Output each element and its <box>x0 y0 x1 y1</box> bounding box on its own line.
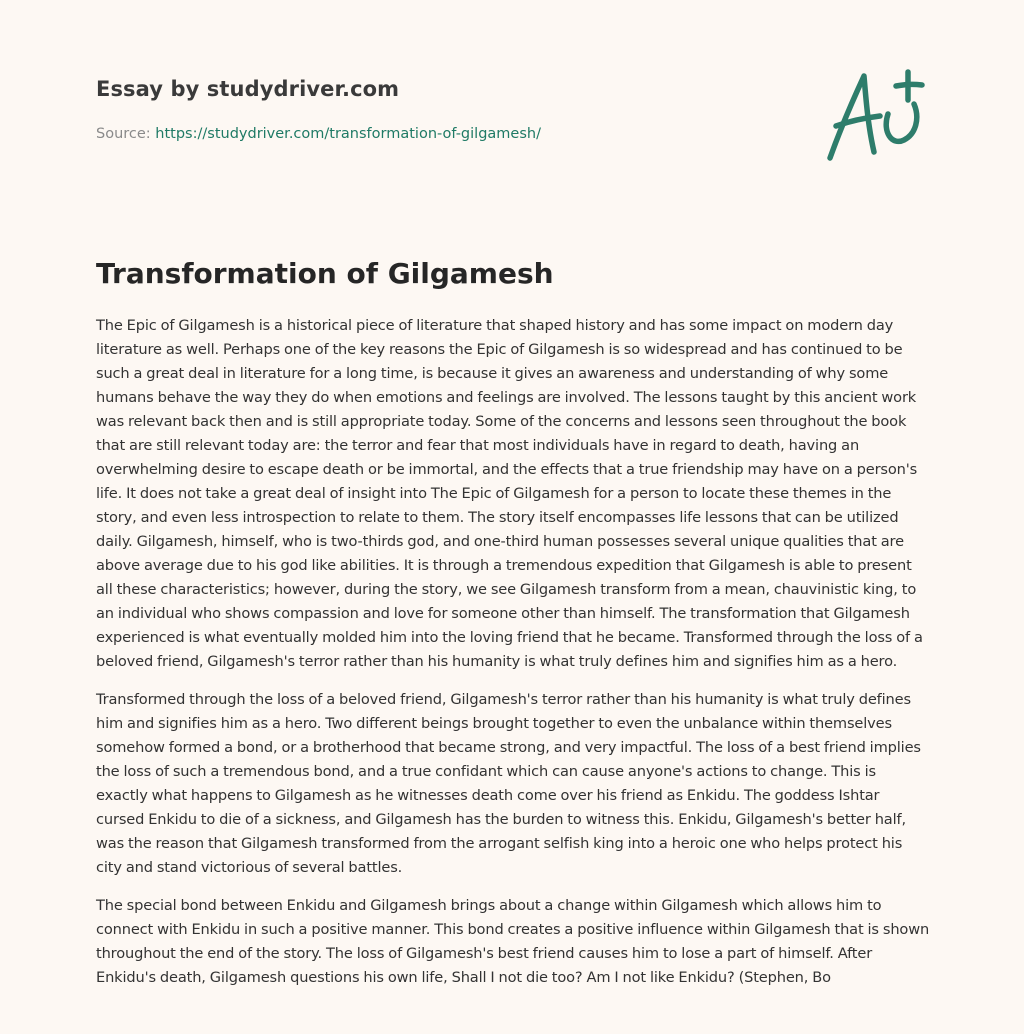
essay-paragraph: Transformed through the loss of a beloved friend, Gilgamesh's terror rather than his humanity is what truly defines him and signifies him as a hero. Two different beings brought together to even the unbalance within themselves somehow formed a bond, or a brotherhood that became strong, and very impactful. The loss of a best friend implies the loss of such a tremendous bond, and a true confidant which can cause anyone's actions to change. This is exactly what happens to Gilgamesh as he witnesses death come over his friend as Enkidu. The goddess Ishtar cursed Enkidu to die of a sickness, and Gilgamesh has the burden to witness this. Enkidu, Gilgamesh's better half, was the reason that Gilgamesh transformed from the arrogant selfish king into a heroic one who helps protect his city and stand victorious of several battles. <box>96 691 921 876</box>
essay-paragraph: The special bond between Enkidu and Gilgamesh brings about a change within Gilgamesh which allows him to connect with Enkidu in such a positive manner. This bond creates a positive influence within Gilgamesh that is shown throughout the end of the story. The loss of Gilgamesh's best friend causes him to lose a part of himself. After Enkidu's death, Gilgamesh questions his own life, Shall I not die too? Am I not like Enkidu? (Stephen, Bo <box>96 897 930 986</box>
essay-title: Transformation of Gilgamesh <box>96 257 554 290</box>
essay-header <box>96 74 796 144</box>
source-line <box>96 124 796 144</box>
site-brand: Essay by studydriver.com <box>96 77 400 101</box>
source-link[interactable]: https://studydriver.com/transformation-of-gilgamesh/ <box>155 126 541 142</box>
essay-body <box>96 314 930 1004</box>
source-label: Source: <box>96 126 156 142</box>
a-plus-grade-icon <box>822 66 926 162</box>
essay-paragraph: The Epic of Gilgamesh is a historical piece of literature that shaped history and has some impact on modern day literature as well. Perhaps one of the key reasons the Epic of Gilgamesh is so widespread and has continued to be such a great deal in literature for a long time, is because it gives an awareness and understanding of why some humans behave the way they do when emotions and feelings are involved. The lessons taught by this ancient work was relevant back then and is still appropriate today. Some of the concerns and lessons seen throughout the book that are still relevant today are: the terror and fear that most individuals have in regard to death, having an overwhelming desire to escape death or be immortal, and the effects that a true friendship may have on a person's life. It does not take a great deal of insight into The Epic of Gilgamesh for a person to locate these themes in the story, and even less introspection to relate to them. The story itself encompasses life lessons that can be utilized daily. Gilgamesh, himself, who is two-thirds god, and one-third human possesses several unique qualities that are above average due to his god like abilities. It is through a tremendous expedition that Gilgamesh is able to present all these characteristics; however, during the story, we see Gilgamesh transform from a mean, chauvinistic king, to an individual who shows compassion and love for someone other than himself. The transformation that Gilgamesh experienced is what eventually molded him into the loving friend that he became. Transformed through the loss of a beloved friend, Gilgamesh's terror rather than his humanity is what truly defines him and signifies him as a hero. <box>96 317 923 670</box>
